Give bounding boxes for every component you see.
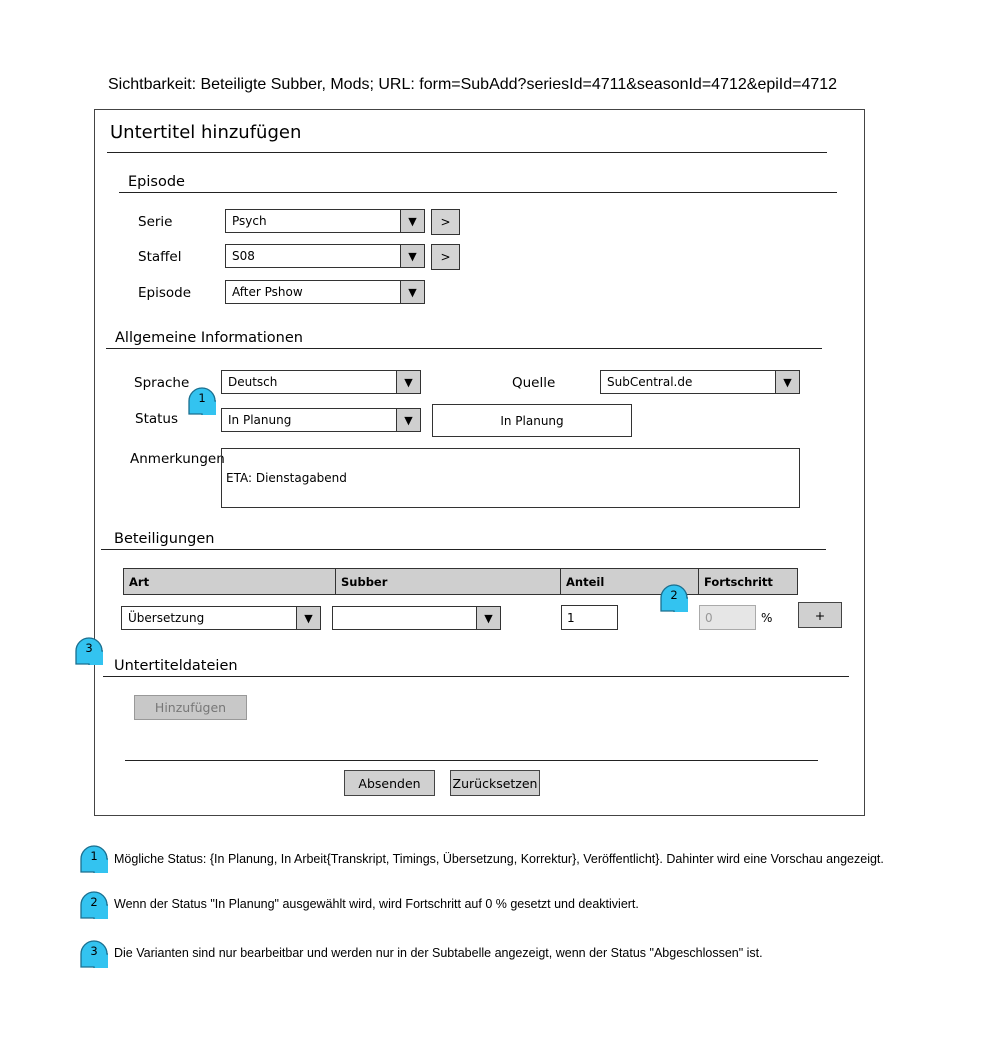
column-header-fortschritt: Fortschritt [698, 568, 798, 595]
title-divider [107, 152, 827, 153]
episode-value: After Pshow [232, 285, 303, 299]
general-divider [106, 348, 822, 349]
chevron-down-icon[interactable]: ▼ [296, 607, 320, 629]
chevron-down-icon[interactable]: ▼ [396, 371, 420, 393]
beteiligungen-divider [101, 549, 826, 550]
episode-label: Episode [138, 285, 192, 301]
subber-select[interactable] [332, 606, 501, 630]
section-untertiteldateien-heading: Untertiteldateien [114, 658, 238, 674]
staffel-value: S08 [232, 249, 255, 263]
submit-button[interactable]: Absenden [344, 770, 435, 796]
fortschritt-input: 0 [699, 605, 756, 630]
note-marker-2: 2 [80, 891, 108, 919]
column-header-anteil: Anteil [560, 568, 699, 595]
status-label: Status [135, 411, 179, 427]
chevron-down-icon[interactable]: ▼ [476, 607, 500, 629]
form-title: Untertitel hinzufügen [110, 122, 302, 143]
actions-divider [125, 760, 818, 761]
anmerkungen-label: Anmerkungen [130, 451, 225, 467]
section-episode-heading: Episode [128, 174, 185, 190]
section-general-heading: Allgemeine Informationen [115, 330, 303, 346]
serie-next-button[interactable]: > [431, 209, 460, 235]
column-header-subber: Subber [335, 568, 561, 595]
quelle-value: SubCentral.de [607, 375, 693, 389]
column-header-art: Art [123, 568, 336, 595]
chevron-down-icon[interactable]: ▼ [400, 281, 424, 303]
note-text-3: Die Varianten sind nur bearbeitbar und werden nur in der Subtabelle angezeigt, wenn der Status "Abgeschlossen" ist. [114, 946, 763, 960]
chevron-down-icon[interactable]: ▼ [775, 371, 799, 393]
untertiteldateien-divider [103, 676, 849, 677]
anteil-input[interactable]: 1 [561, 605, 618, 630]
chevron-down-icon[interactable]: ▼ [400, 210, 424, 232]
note-text-1: Mögliche Status: {In Planung, In Arbeit{Transkript, Timings, Übersetzung, Korrektur}, Veröffentlicht}. Dahinter wird eine Vorschau angezeigt. [114, 852, 884, 866]
sprache-select[interactable] [221, 370, 421, 394]
note-text-2: Wenn der Status "In Planung" ausgewählt wird, wird Fortschritt auf 0 % gesetzt und deaktiviert. [114, 897, 639, 911]
quelle-select[interactable] [600, 370, 800, 394]
annotation-marker-1: 1 [188, 387, 216, 415]
add-participation-button[interactable]: + [798, 602, 842, 628]
staffel-select[interactable] [225, 244, 425, 268]
chevron-down-icon[interactable]: ▼ [400, 245, 424, 267]
reset-button[interactable]: Zurücksetzen [450, 770, 540, 796]
quelle-label: Quelle [512, 375, 556, 391]
serie-value: Psych [232, 214, 267, 228]
note-marker-1: 1 [80, 845, 108, 873]
staffel-next-button[interactable]: > [431, 244, 460, 270]
art-value: Übersetzung [128, 611, 205, 625]
section-beteiligungen-heading: Beteiligungen [114, 531, 215, 547]
add-file-button: Hinzufügen [134, 695, 247, 720]
status-select[interactable] [221, 408, 421, 432]
serie-select[interactable] [225, 209, 425, 233]
art-select[interactable] [121, 606, 321, 630]
episode-divider [119, 192, 837, 193]
annotation-marker-2: 2 [660, 584, 688, 612]
status-value: In Planung [228, 413, 292, 427]
percent-label: % [761, 611, 773, 625]
status-preview: In Planung [432, 404, 632, 437]
chevron-down-icon[interactable]: ▼ [396, 409, 420, 431]
anmerkungen-textarea[interactable]: ETA: Dienstagabend [221, 448, 800, 508]
serie-label: Serie [138, 214, 173, 230]
note-marker-3: 3 [80, 940, 108, 968]
sprache-value: Deutsch [228, 375, 278, 389]
staffel-label: Staffel [138, 249, 182, 265]
annotation-marker-3: 3 [75, 637, 103, 665]
visibility-note: Sichtbarkeit: Beteiligte Subber, Mods; URL: form=SubAdd?seriesId=4711&seasonId=4712&epiId=4712 [108, 76, 838, 93]
sprache-label: Sprache [134, 375, 190, 391]
episode-select[interactable] [225, 280, 425, 304]
